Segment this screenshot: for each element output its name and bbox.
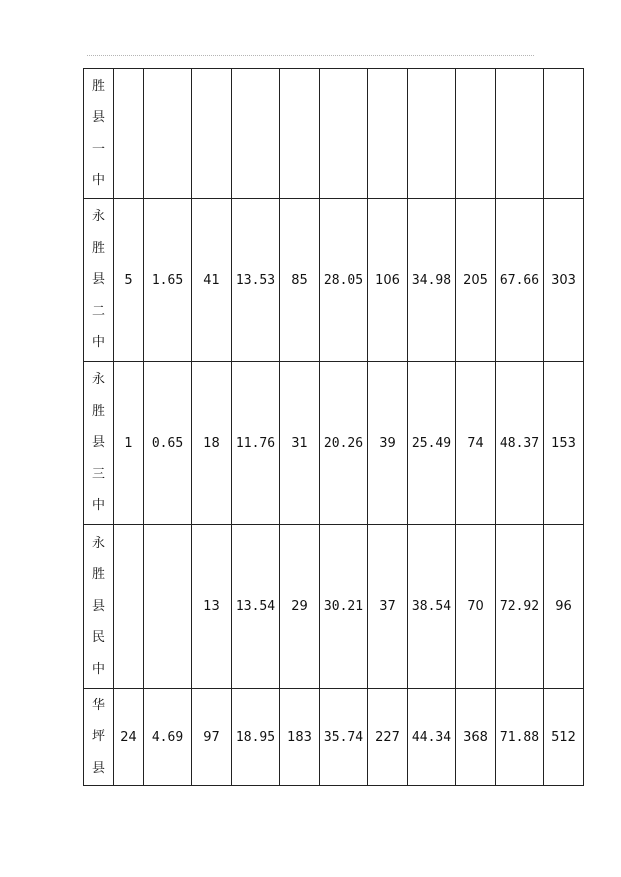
school-name-char: 胜 (91, 567, 105, 583)
table-cell: 67.66 (496, 199, 544, 362)
school-name-char: 县 (91, 598, 105, 614)
table-cell: 34.98 (408, 199, 456, 362)
table-cell: 24 (114, 689, 144, 786)
table-cell: 0.65 (144, 362, 192, 525)
table-cell (368, 69, 408, 199)
table-cell: 96 (544, 525, 584, 689)
table-cell: 37 (368, 525, 408, 689)
table-cell (544, 69, 584, 199)
table-cell: 20.26 (320, 362, 368, 525)
table-cell: 31 (280, 362, 320, 525)
school-name-char: 县 (91, 272, 105, 288)
table-body (84, 69, 584, 786)
school-name-char: 民 (91, 630, 105, 646)
school-name-cell (84, 69, 114, 199)
table-cell: 13.54 (232, 525, 280, 689)
table-cell (496, 69, 544, 199)
school-name-char: 永 (91, 535, 105, 551)
table-cell: 4.69 (144, 689, 192, 786)
table-cell: 205 (456, 199, 496, 362)
school-name-char: 县 (91, 760, 105, 776)
table-cell: 41 (192, 199, 232, 362)
table-cell: 74 (456, 362, 496, 525)
school-name-char: 中 (91, 335, 105, 351)
school-name-char: 县 (91, 110, 105, 126)
stats-table (83, 68, 584, 786)
table-cell (114, 525, 144, 689)
table-cell: 106 (368, 199, 408, 362)
table-row (84, 689, 584, 786)
table-cell (232, 69, 280, 199)
table-cell (114, 69, 144, 199)
school-name-char: 永 (91, 372, 105, 388)
table-cell: 13 (192, 525, 232, 689)
table-row (84, 199, 584, 362)
table-cell: 44.34 (408, 689, 456, 786)
table-row (84, 69, 584, 199)
school-name-char: 二 (91, 303, 105, 319)
school-name-char: 中 (91, 498, 105, 514)
school-name-char: 胜 (91, 240, 105, 256)
table-cell: 18.95 (232, 689, 280, 786)
school-name-char: 中 (91, 172, 105, 188)
table-cell (192, 69, 232, 199)
table-cell: 70 (456, 525, 496, 689)
table-cell: 183 (280, 689, 320, 786)
table-cell: 512 (544, 689, 584, 786)
table-cell: 18 (192, 362, 232, 525)
table-cell: 72.92 (496, 525, 544, 689)
table-cell: 48.37 (496, 362, 544, 525)
table-cell (144, 69, 192, 199)
table-cell: 85 (280, 199, 320, 362)
header-rule (87, 55, 534, 56)
table-cell: 13.53 (232, 199, 280, 362)
school-name-char: 胜 (91, 78, 105, 94)
table-cell: 30.21 (320, 525, 368, 689)
table-cell: 368 (456, 689, 496, 786)
table-cell: 1 (114, 362, 144, 525)
table-cell: 38.54 (408, 525, 456, 689)
school-name-char: 永 (91, 209, 105, 225)
table-cell: 25.49 (408, 362, 456, 525)
table-cell: 29 (280, 525, 320, 689)
table-cell: 97 (192, 689, 232, 786)
school-name-char: 胜 (91, 403, 105, 419)
table-row (84, 362, 584, 525)
table-cell (144, 525, 192, 689)
table-cell: 39 (368, 362, 408, 525)
table-cell: 11.76 (232, 362, 280, 525)
school-name-char: 一 (91, 141, 105, 157)
table-cell: 303 (544, 199, 584, 362)
table-cell: 153 (544, 362, 584, 525)
school-name-cell (84, 362, 114, 525)
table-cell: 71.88 (496, 689, 544, 786)
school-name-char: 三 (91, 466, 105, 482)
table-cell: 28.05 (320, 199, 368, 362)
school-name-char: 中 (91, 661, 105, 677)
table-cell (456, 69, 496, 199)
table-cell: 35.74 (320, 689, 368, 786)
school-name-cell (84, 689, 114, 786)
school-name-char: 华 (91, 697, 105, 713)
table-row (84, 525, 584, 689)
table-cell: 1.65 (144, 199, 192, 362)
school-name-cell (84, 199, 114, 362)
school-name-cell (84, 525, 114, 689)
table-cell (408, 69, 456, 199)
table-cell: 227 (368, 689, 408, 786)
school-name-char: 坪 (91, 729, 105, 745)
school-name-char: 县 (91, 435, 105, 451)
table-cell (320, 69, 368, 199)
table-cell: 5 (114, 199, 144, 362)
table-cell (280, 69, 320, 199)
